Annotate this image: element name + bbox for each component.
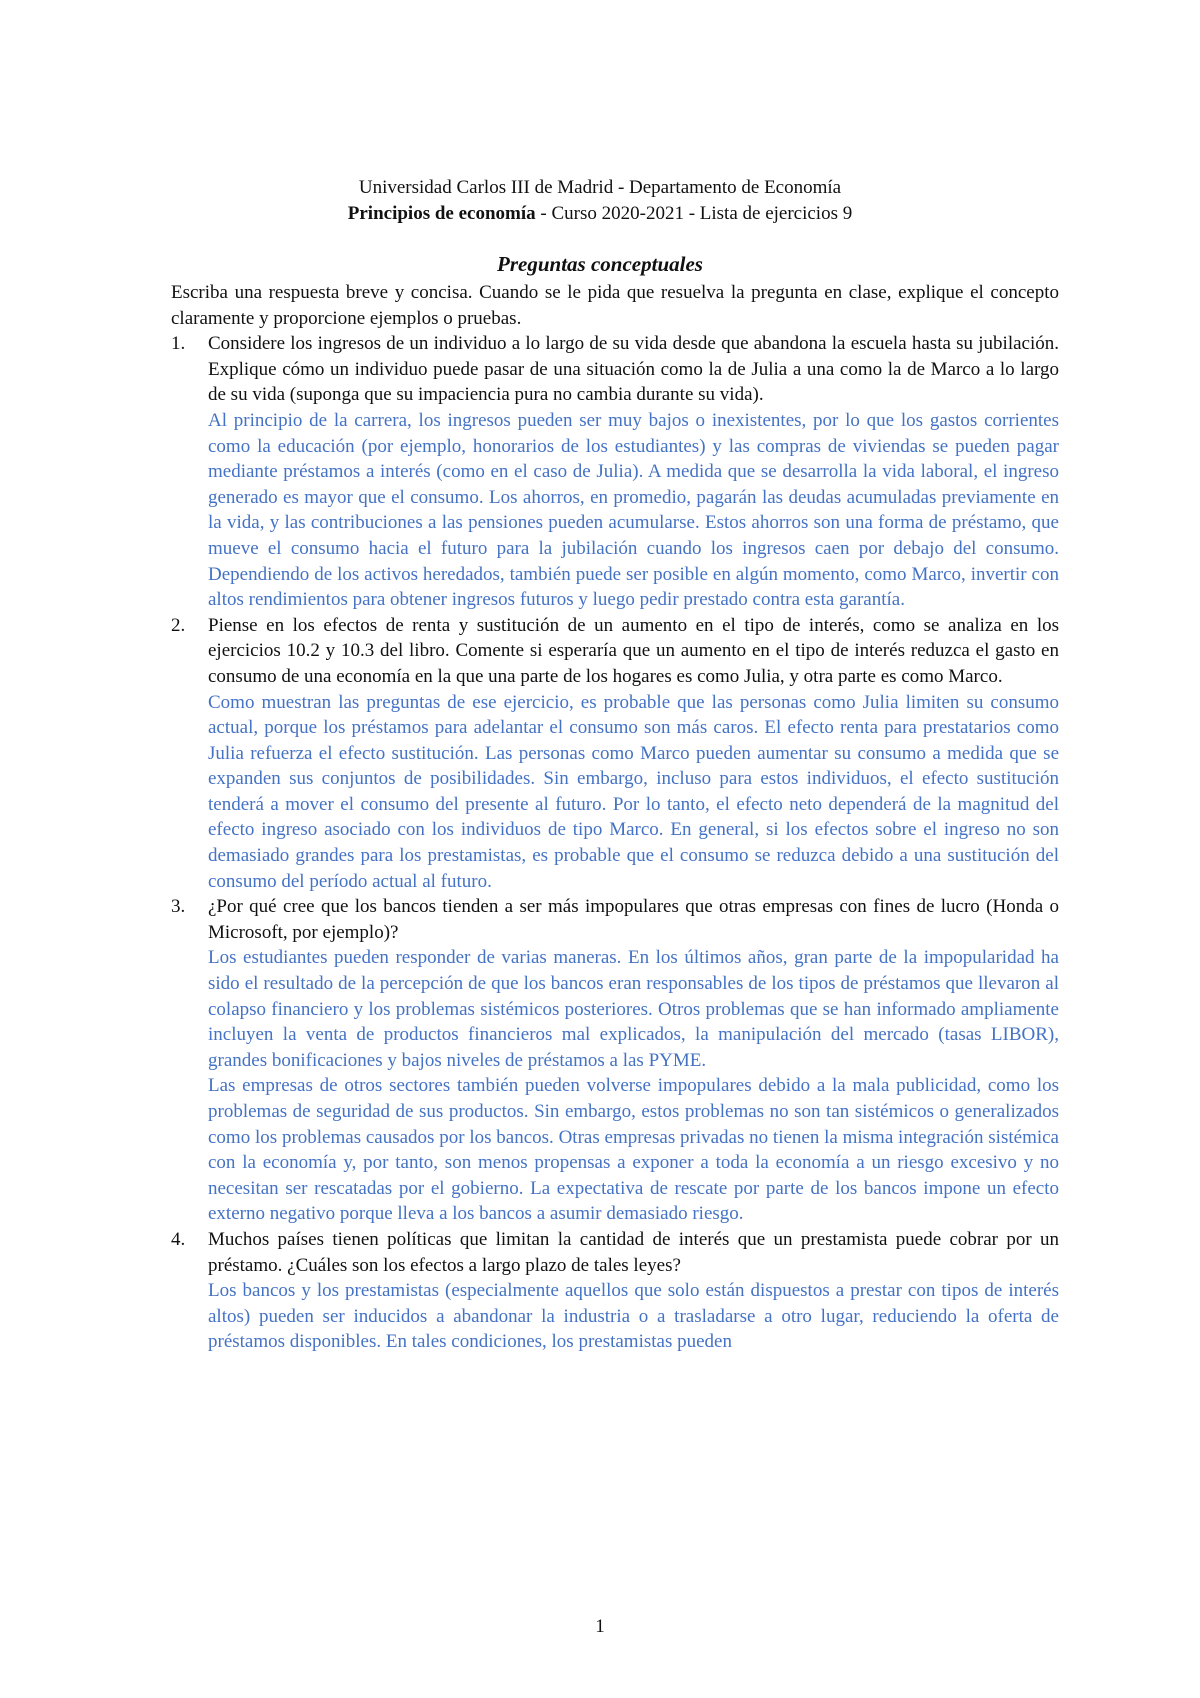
course-details: - Curso 2020-2021 - Lista de ejercicios 9 xyxy=(535,203,853,224)
question-text: Considere los ingresos de un individuo a lo largo de su vida desde que abandona la escuela hasta su jubilación. Explique cómo un individuo puede pasar de una situación como la de Julia a una como la de Marco a lo largo de su vida (suponga que su impaciencia pura no cambia durante su vida). xyxy=(208,333,1059,406)
question-number: 3. xyxy=(171,896,186,918)
answer-paragraph: Las empresas de otros sectores también pueden volverse impopulares debido a la mala publicidad, como los problemas de seguridad de sus productos. Sin embargo, estos problemas no son tan sistémicos o generalizados como los problemas causados por los bancos. Otras empresas privadas no tienen la misma integración sistémica con la economía y, por tanto, son menos propensas a exponer a toda la economía a un riesgo excesivo y no necesitan ser rescatadas por el gobierno. La expectativa de rescate por parte de los bancos impone un efecto externo negativo porque lleva a los bancos a asumir demasiado riesgo. xyxy=(208,1075,1059,1225)
questions-list xyxy=(171,331,1059,1355)
question-item xyxy=(171,894,1059,1227)
answer-paragraph: Como muestran las preguntas de ese ejercicio, es probable que las personas como Julia limiten su consumo actual, porque los préstamos para adelantar el consumo son más caros. El efecto renta para prestatarios como Julia refuerza el efecto sustitución. Las personas como Marco pueden aumentar su consumo a medida que se expanden sus conjuntos de posibilidades. Sin embargo, incluso para estos individuos, el efecto sustitución tenderá a mover el consumo del presente al futuro. Por lo tanto, el efecto neto dependerá de la magnitud del efecto ingreso asociado con los individuos de tipo Marco. En general, si los efectos sobre el ingreso no son demasiado grandes para los prestamistas, es probable que el consumo se reduzca debido a una sustitución del consumo del período actual al futuro. xyxy=(208,691,1059,892)
university-header: Universidad Carlos III de Madrid - Departamento de Economía xyxy=(358,177,842,198)
question-text: Muchos países tienen políticas que limitan la cantidad de interés que un prestamista puede cobrar por un préstamo. ¿Cuáles son los efectos a largo plazo de tales leyes? xyxy=(208,1228,1059,1276)
question-number: 2. xyxy=(171,614,186,636)
page-number: 1 xyxy=(595,1616,605,1637)
course-name: Principios de economía xyxy=(347,203,536,224)
answer-paragraph: Al principio de la carrera, los ingresos pueden ser muy bajos o inexistentes, por lo que los gastos corrientes como la educación (por ejemplo, honorarios de los estudiantes) y las compras de viviendas se pueden pagar mediante préstamos a interés (como en el caso de Julia). A medida que se desarrolla la vida laboral, el ingreso generado es mayor que el consumo. Los ahorros, en promedio, pagarán las deudas acumuladas previamente en la vida, y las contribuciones a las pensiones pueden acumularse. Estos ahorros son una forma de préstamo, que mueve el consumo hacia el futuro para la jubilación cuando los ingresos caen por debajo del consumo. Dependiendo de los activos heredados, también puede ser posible en algún momento, como Marco, invertir con altos rendimientos para obtener ingresos futuros y luego pedir prestado contra esta garantía. xyxy=(208,409,1059,611)
question-item xyxy=(171,331,1059,613)
document-body xyxy=(171,280,1059,1355)
course-header xyxy=(0,201,1200,227)
answer-paragraph: Los estudiantes pueden responder de varias maneras. En los últimos años, gran parte de la impopularidad ha sido el resultado de la percepción de que los bancos eran responsables de los tipos de préstamos que llevaron al colapso financiero y los problemas sistémicos posteriores. Otros problemas que se han informado ampliamente incluyen la venta de productos financieros mal explicados, la manipulación del mercado (tasas LIBOR), grandes bonificaciones y bajos niveles de préstamos a las PYME. xyxy=(208,947,1059,1071)
answer-paragraph: Los bancos y los prestamistas (especialmente aquellos que solo están dispuestos a prestar con tipos de interés altos) pueden ser inducidos a abandonar la industria o a trasladarse a otro lugar, reduciendo la oferta de préstamos disponibles. En tales condiciones, los prestamistas pueden xyxy=(208,1280,1059,1353)
intro-paragraph: Escriba una respuesta breve y concisa. Cuando se le pida que resuelva la pregunta en clase, explique el concepto claramente y proporcione ejemplos o pruebas. xyxy=(171,282,1059,329)
question-number: 4. xyxy=(171,1228,186,1250)
question-text: ¿Por qué cree que los bancos tienden a ser más impopulares que otras empresas con fines de lucro (Honda o Microsoft, por ejemplo)? xyxy=(208,896,1059,943)
question-text: Piense en los efectos de renta y sustitución de un aumento en el tipo de interés, como se analiza en los ejercicios 10.2 y 10.3 del libro. Comente si esperaría que un aumento en el tipo de interés reduzca el gasto en consumo de una economía en la que una parte de los hogares es como Julia, y otra parte es como Marco. xyxy=(208,614,1059,687)
question-item xyxy=(171,1227,1059,1355)
question-item xyxy=(171,613,1059,895)
question-number: 1. xyxy=(171,333,186,355)
section-title: Preguntas conceptuales xyxy=(497,252,703,276)
